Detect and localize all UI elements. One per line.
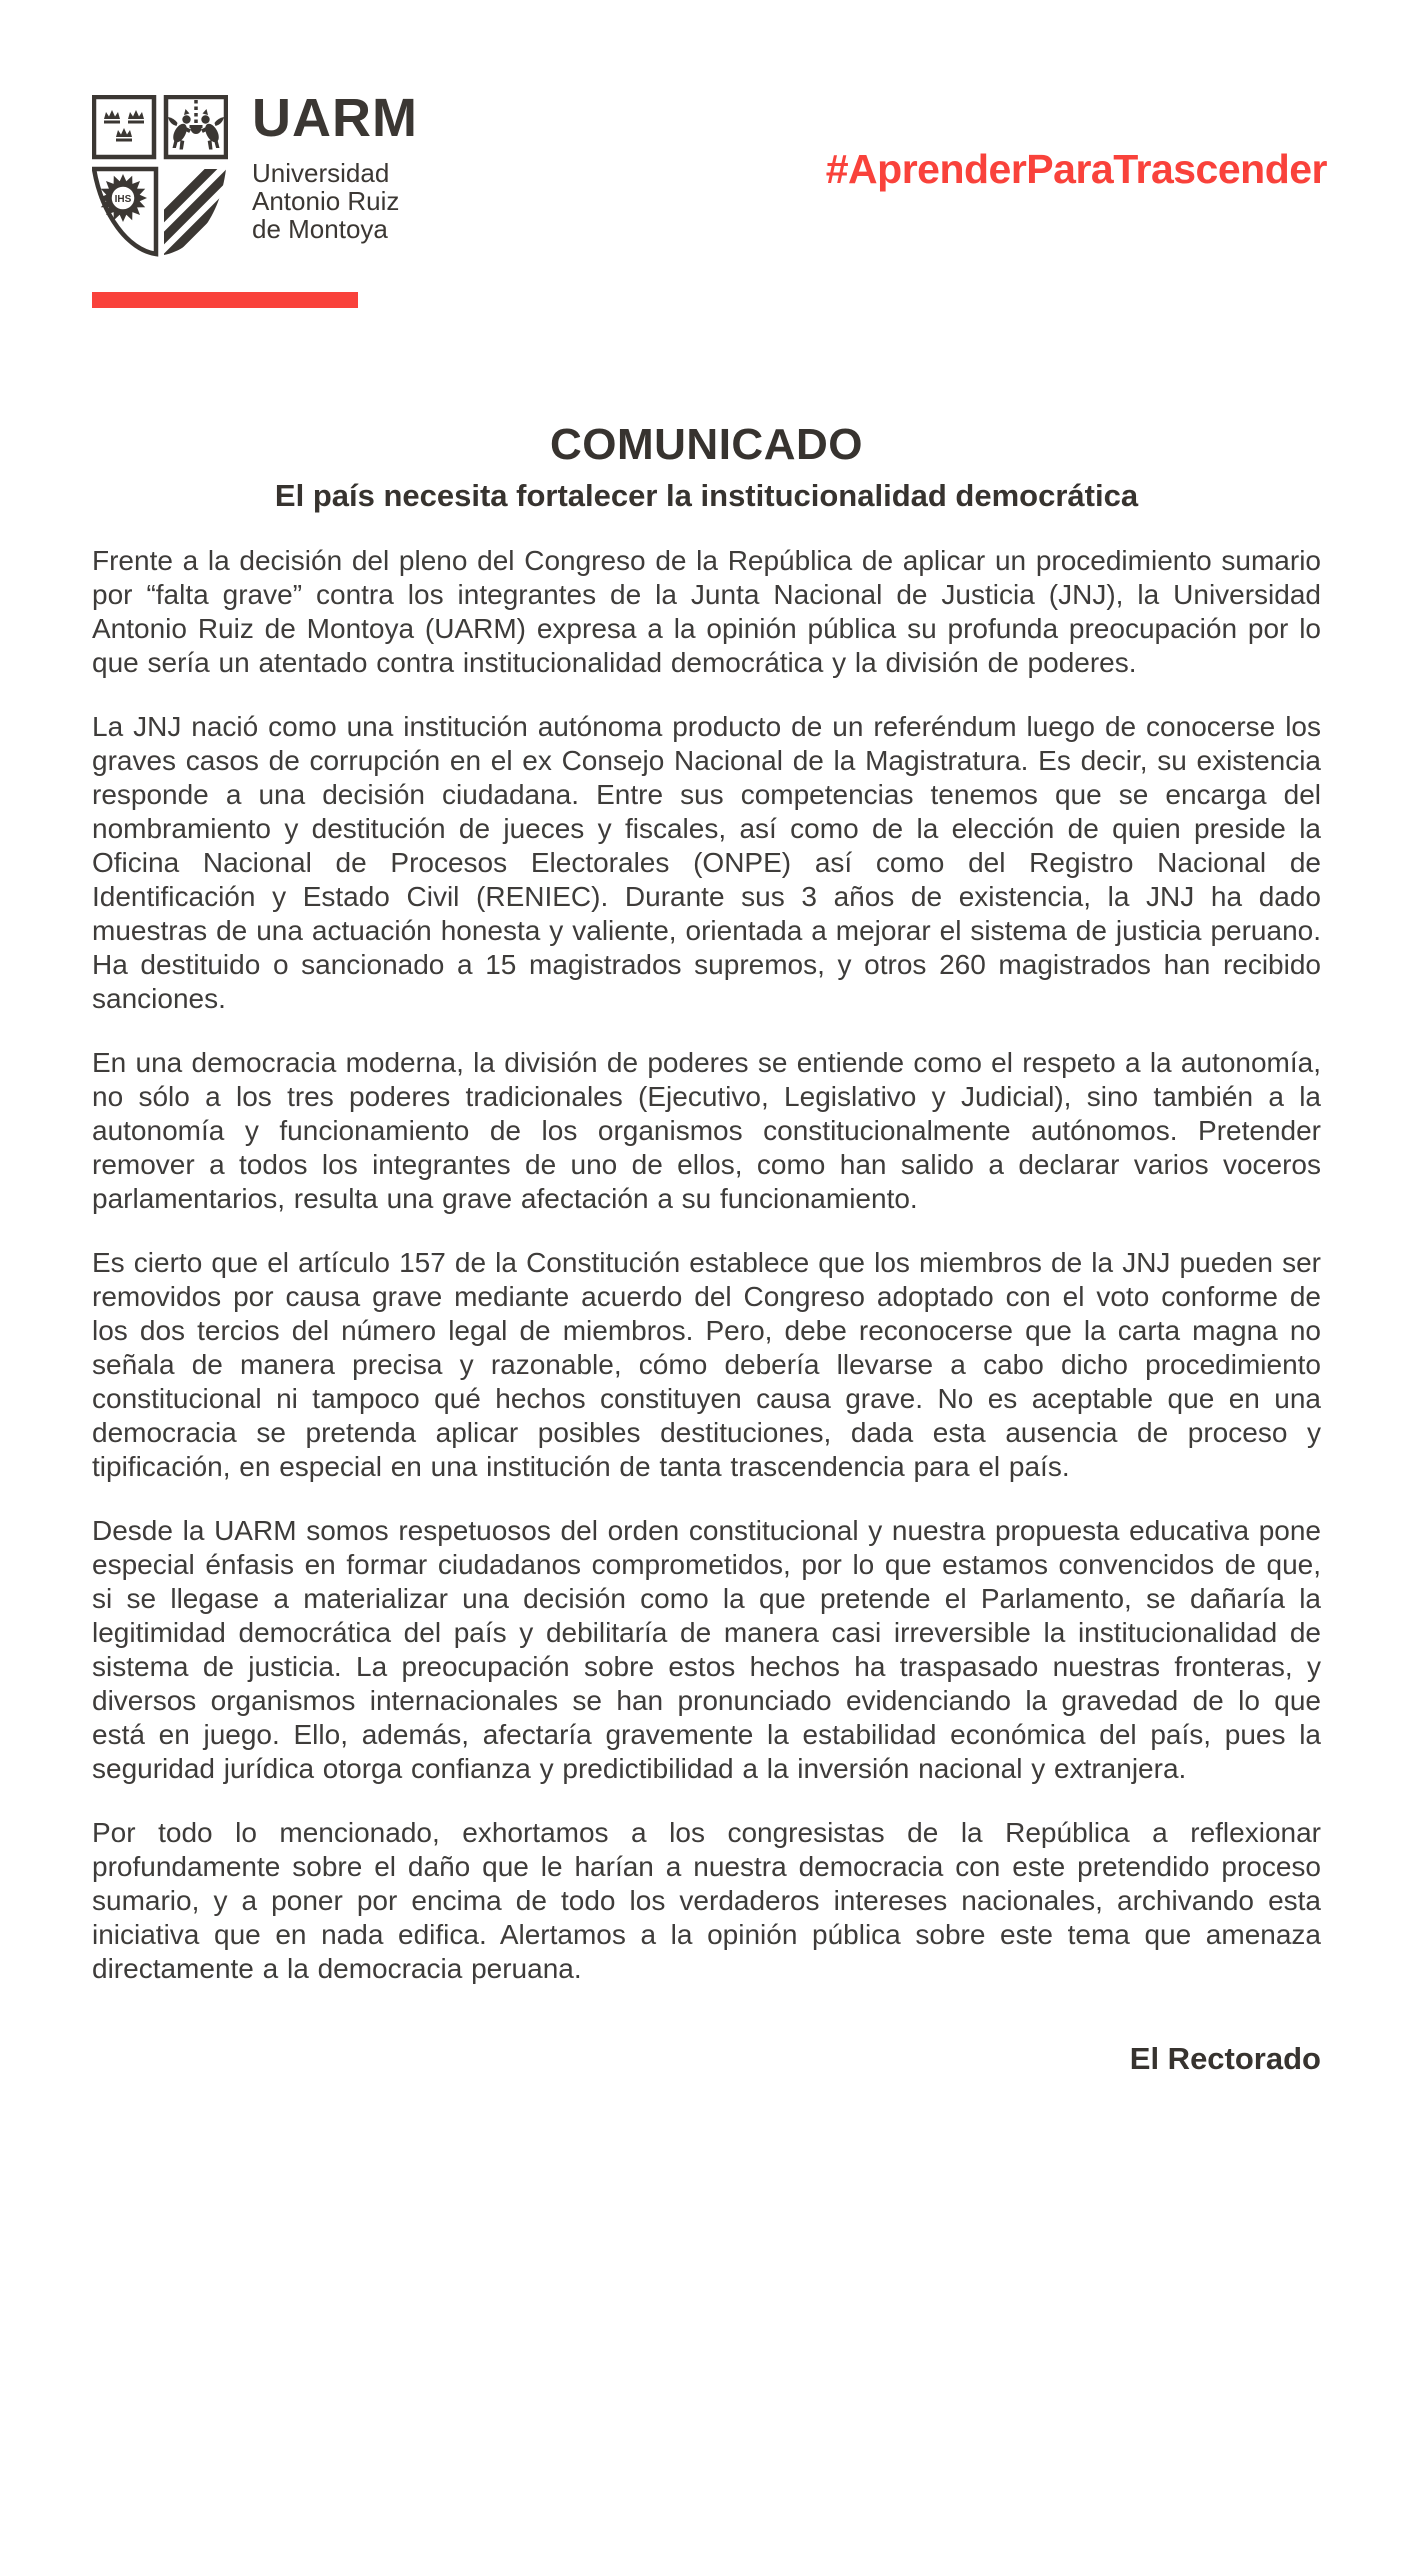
brand-name-line-2: Antonio Ruiz bbox=[252, 186, 400, 216]
accent-bar bbox=[92, 292, 358, 308]
hashtag-text: #AprenderParaTrascender bbox=[825, 146, 1327, 192]
body-paragraph-4: Es cierto que el artículo 157 de la Constitución establece que los miembros de la JNJ pueden ser removidos por causa grave mediante acuerdo del Congreso adoptado con el voto conforme de los dos tercios del número legal de miembros. Pero, debe reconocerse que la carta magna no señala de manera precisa y razonable, cómo debería llevarse a cabo dicho procedimiento constitucional ni tampoco qué hechos constituyen causa grave. No es aceptable que en una democracia se pretenda aplicar posibles destituciones, dada esta ausencia de proceso y tipificación, en especial en una institución de tanta trascendencia para el país. bbox=[92, 1247, 1321, 1482]
body-paragraph-6: Por todo lo mencionado, exhortamos a los congresistas de la República a reflexionar profundamente sobre el daño que le harían a nuestra democracia con este pretendido proceso sumario, y a poner por encima de todo los verdaderos intereses nacionales, archivando esta iniciativa que en nada edifica. Alertamos a la opinión pública sobre este tema que amenaza directamente a la democracia peruana. bbox=[92, 1817, 1321, 1984]
wolves-cauldron-icon bbox=[166, 97, 226, 157]
communique bbox=[92, 420, 1321, 2077]
brand-name bbox=[252, 159, 418, 243]
brand-name-line-3: de Montoya bbox=[252, 214, 388, 244]
brand-name-line-1: Universidad bbox=[252, 158, 390, 188]
body-paragraph-2: La JNJ nació como una institución autónoma producto de un referéndum luego de conocerse los graves casos de corrupción en el ex Consejo Nacional de la Magistratura. Es decir, su existencia responde a una decisión ciudadana. Entre sus competencias tenemos que se encarga del nombramiento y destitución de jueces y fiscales, así como de la elección de quien preside la Oficina Nacional de Procesos Electorales (ONPE) así como del Registro Nacional de Identificación y Estado Civil (RENIEC). Durante sus 3 años de existencia, la JNJ ha dado muestras de una actuación honesta y valiente, orientada a mejorar el sistema de justicia peruano. Ha destituido o sancionado a 15 magistrados supremos, y otros 260 magistrados han recibido sanciones. bbox=[92, 711, 1321, 1014]
brand-acronym: UARM bbox=[252, 88, 418, 148]
uarm-shield-icon bbox=[92, 95, 228, 260]
signature: El Rectorado bbox=[1129, 2041, 1321, 2076]
brand-header bbox=[92, 88, 418, 260]
communique-body bbox=[92, 544, 1321, 1986]
crowns-icon bbox=[94, 97, 154, 157]
brand-wordmark bbox=[252, 88, 418, 244]
body-paragraph-3: En una democracia moderna, la división de poderes se entiende como el respeto a la autonomía, no sólo a los tres poderes tradicionales (Ejecutivo, Legislativo y Judicial), sino también a la autonomía y funcionamiento de los organismos constitucionalmente autónomos. Pretender remover a todos los integrantes de uno de ellos, como han salido a declarar varios voceros parlamentarios, resulta una grave afectación a su funcionamiento. bbox=[92, 1047, 1321, 1214]
communique-subtitle: El país necesita fortalecer la institucionalidad democrática bbox=[274, 478, 1139, 513]
body-paragraph-5: Desde la UARM somos respetuosos del orden constitucional y nuestra propuesta educativa pone especial énfasis en formar ciudadanos comprometidos, por lo que estamos convencidos de que, si se llegase a materializar una decisión como la que pretende el Parlamento, se dañaría la legitimidad democrática del país y debilitaría de manera casi irreversible la institucionalidad de sistema de justicia. La preocupación sobre estos hechos ha traspasado nuestras fronteras, y diversos organismos internacionales se han pronunciado evidenciando la gravedad de lo que está en juego. Ello, además, afectaría gravemente la estabilidad económica del país, pues la seguridad jurídica otorga confianza y predictibilidad a la inversión nacional y extranjera. bbox=[92, 1515, 1321, 1784]
body-paragraph-1: Frente a la decisión del pleno del Congreso de la República de aplicar un procedimiento sumario por “falta grave” contra los integrantes de la Junta Nacional de Justicia (JNJ), la Universidad Antonio Ruiz de Montoya (UARM) expresa a la opinión pública su profunda preocupación por lo que sería un atentado contra institucionalidad democrática y la división de poderes. bbox=[92, 545, 1321, 678]
communique-title: COMUNICADO bbox=[550, 420, 863, 469]
ihs-sun-icon bbox=[94, 169, 156, 254]
ihs-monogram: IHS bbox=[114, 194, 132, 205]
